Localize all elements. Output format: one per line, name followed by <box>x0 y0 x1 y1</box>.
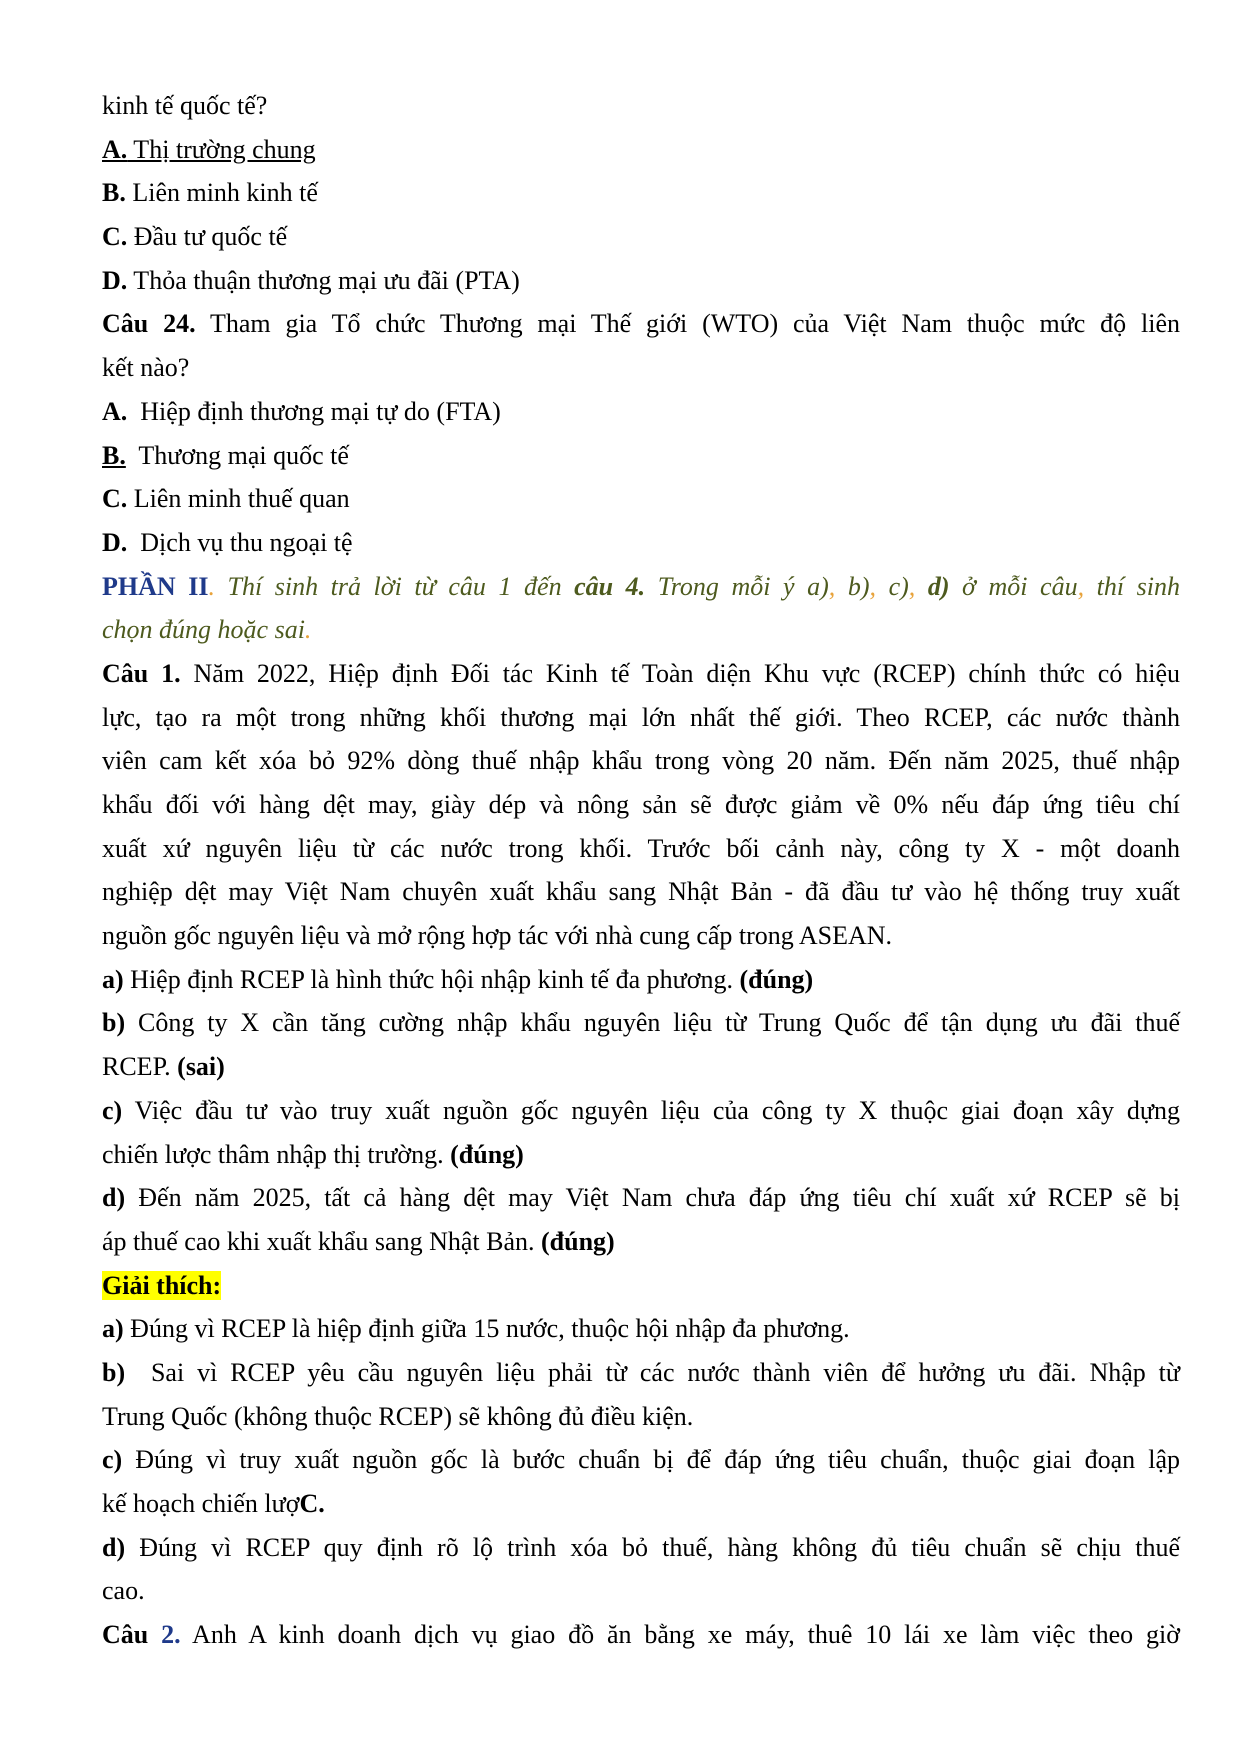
q23-tail: kinh tế quốc tế? <box>102 91 268 120</box>
explain-b-2: Trung Quốc (không thuộc RCEP) sẽ không đủ điều kiện. <box>102 1401 694 1431</box>
document-page <box>102 84 1180 1657</box>
q1-stem-2: lực, tạo ra một trong những khối thương mại lớn nhất thế giới. Theo RCEP, các nước thành <box>102 702 1180 732</box>
explain-heading: Giải thích: <box>102 1270 222 1300</box>
q1-stem-1: Câu 1. Năm 2022, Hiệp định Đối tác Kinh tế Toàn diện Khu vực (RCEP) chính thức có hiệu <box>102 658 1180 688</box>
q23-option-c: C. Đầu tư quốc tế <box>102 222 288 252</box>
q1-stem-3: viên cam kết xóa bỏ 92% dòng thuế nhập khẩu trong vòng 20 năm. Đến năm 2025, thuế nhập <box>102 746 1180 776</box>
q1-statement-a: a) Hiệp định RCEP là hình thức hội nhập kinh tế đa phương. (đúng) <box>102 964 814 994</box>
q1-stem-4: khẩu đối với hàng dệt may, giày dép và nông sản sẽ được giảm về 0% nếu đáp ứng tiêu chí <box>102 790 1180 819</box>
explain-d: d) Đúng vì RCEP quy định rõ lộ trình xóa bỏ thuế, hàng không đủ tiêu chuẩn sẽ chịu thuế <box>102 1532 1180 1562</box>
explain-c-2: kế hoạch chiến lượC. <box>102 1489 325 1518</box>
q24-option-a: A. Hiệp định thương mại tự do (FTA) <box>102 396 501 426</box>
q1-statement-c-2: chiến lược thâm nhập thị trường. (đúng) <box>102 1139 524 1169</box>
q24-option-c: C. Liên minh thuế quan <box>102 484 350 514</box>
explain-a: a) Đúng vì RCEP là hiệp định giữa 15 nước, thuộc hội nhập đa phương. <box>102 1314 850 1344</box>
q23-option-a: A. Thị trường chung <box>102 134 316 164</box>
q24-option-b: B. Thương mại quốc tế <box>102 440 349 470</box>
explain-d-2: cao. <box>102 1576 145 1606</box>
q23-option-d: D. Thỏa thuận thương mại ưu đãi (PTA) <box>102 265 520 295</box>
q1-statement-b-2: RCEP. (sai) <box>102 1052 225 1082</box>
q24-stem: Câu 24. Tham gia Tổ chức Thương mại Thế giới (WTO) của Việt Nam thuộc mức độ liên <box>102 309 1180 339</box>
q1-stem-6: nghiệp dệt may Việt Nam chuyên xuất khẩu sang Nhật Bản - đã đầu tư vào hệ thống truy xuất <box>102 877 1180 907</box>
part2-heading: PHẦN II. Thí sinh trả lời từ câu 1 đến câu 4. Trong mỗi ý a), b), c), d) ở mỗi câu, thí sinh <box>102 571 1180 601</box>
q1-statement-d-2: áp thuế cao khi xuất khẩu sang Nhật Bản. (đúng) <box>102 1226 615 1256</box>
explain-c: c) Đúng vì truy xuất nguồn gốc là bước chuẩn bị để đáp ứng tiêu chuẩn, thuộc giai đoạn lập <box>102 1445 1180 1475</box>
q1-stem-5: xuất xứ nguyên liệu từ các nước trong khối. Trước bối cảnh này, công ty X - một doanh <box>102 833 1180 863</box>
q1-statement-b: b) Công ty X cần tăng cường nhập khẩu nguyên liệu từ Trung Quốc để tận dụng ưu đãi thuế <box>102 1008 1180 1038</box>
q24-stem-2: kết nào? <box>102 353 190 383</box>
q1-stem-7: nguồn gốc nguyên liệu và mở rộng hợp tác với nhà cung cấp trong ASEAN. <box>102 921 893 951</box>
part2-heading-2: chọn đúng hoặc sai. <box>102 615 312 645</box>
q24-option-d: D. Dịch vụ thu ngoại tệ <box>102 527 353 557</box>
explain-b: b) Sai vì RCEP yêu cầu nguyên liệu phải từ các nước thành viên để hưởng ưu đãi. Nhập từ <box>102 1357 1180 1387</box>
q1-statement-d: d) Đến năm 2025, tất cả hàng dệt may Việt Nam chưa đáp ứng tiêu chí xuất xứ RCEP sẽ bị <box>102 1183 1180 1213</box>
q2-stem: Câu 2. Anh A kinh doanh dịch vụ giao đồ ăn bằng xe máy, thuê 10 lái xe làm việc theo giờ <box>102 1620 1180 1650</box>
q23-option-b: B. Liên minh kinh tế <box>102 178 318 208</box>
q1-statement-c: c) Việc đầu tư vào truy xuất nguồn gốc nguyên liệu của công ty X thuộc giai đoạn xây dựng <box>102 1095 1180 1125</box>
